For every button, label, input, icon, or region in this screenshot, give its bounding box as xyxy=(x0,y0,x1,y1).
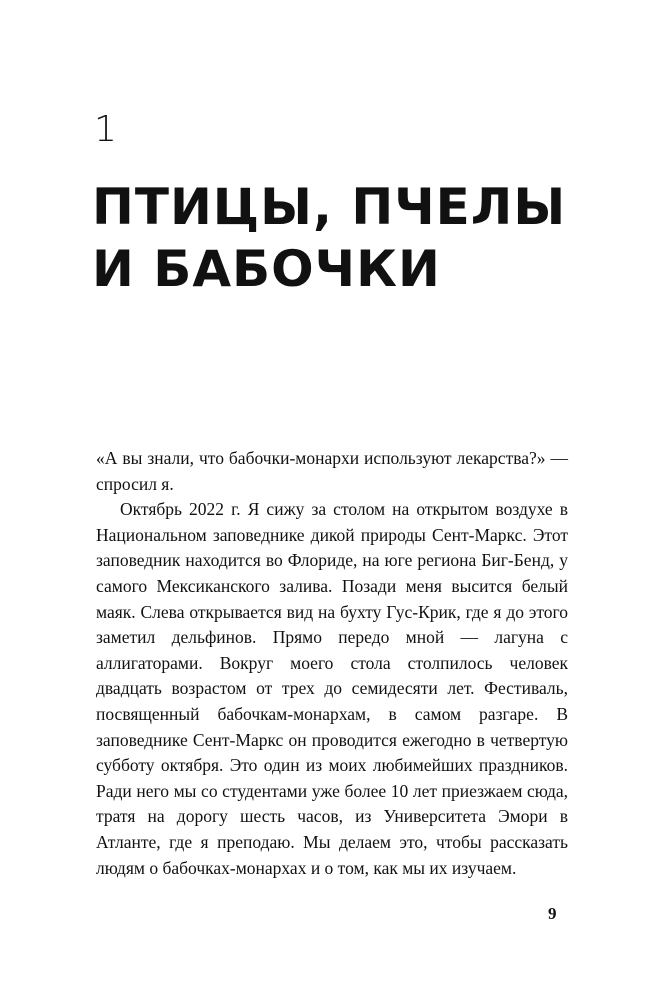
paragraph-opening-quote: «А вы знали, что бабочки-монархи используют лекарства?» — спросил я. xyxy=(96,448,568,494)
page-number: 9 xyxy=(548,904,557,923)
chapter-title-line-1: ПТИЦЫ, ПЧЕЛЫ xyxy=(92,178,567,236)
paragraph-festival: Октябрь 2022 г. Я сижу за столом на открытом воздухе в Национальном заповеднике дикой природы Сент-Маркс. Этот заповедник находится во Флориде, на юге региона Биг-Бенд, у самого Мексиканского залива. Позади меня высится белый маяк. Слева открывается вид на бухту Гус-Крик, где я до этого заметил дельфинов. Прямо передо мной — лагуна с аллигаторами. Вокруг моего стола столпилось человек двадцать возрастом от трех до семидесяти лет. Фестиваль, посвященный бабочкам-монархам, в самом разгаре. В заповеднике Сент-Маркс он проводится ежегодно в четвертую субботу октября. Это один из моих любимейших праздников. Ради него мы со студентами уже более 10 лет приезжаем сюда, тратя на дорогу шесть часов, из Университета Эмори в Атланте, где я преподаю. Мы делаем это, чтобы рассказать людям о бабочках-монархах и о том, как мы их изучаем. xyxy=(96,499,568,878)
chapter-title xyxy=(92,176,572,300)
chapter-number: 1 xyxy=(94,109,117,150)
chapter-title-line-2: И БАБОЧКИ xyxy=(92,240,441,298)
body-text xyxy=(96,446,568,881)
